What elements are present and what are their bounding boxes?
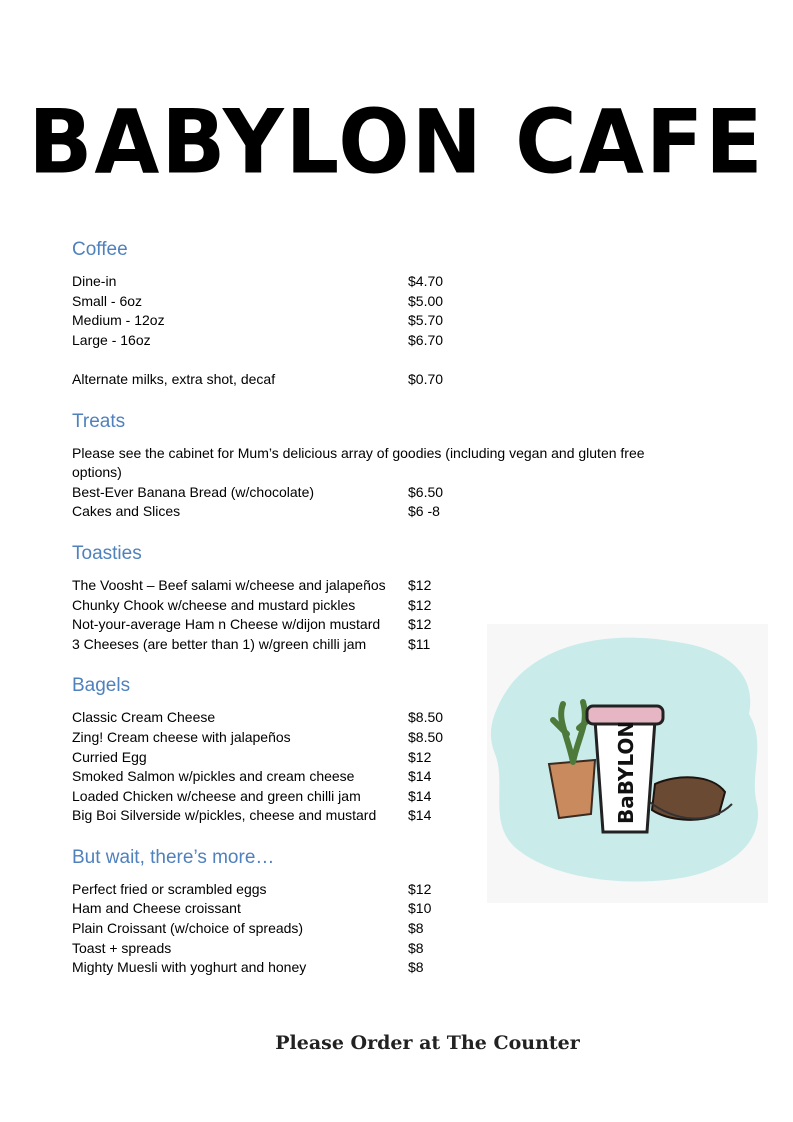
item-name: Ham and Cheese croissant	[72, 900, 241, 917]
section-title: Toasties	[72, 542, 142, 564]
item-price: $6 -8	[408, 503, 440, 520]
menu-item	[72, 939, 712, 959]
menu-item	[72, 331, 712, 351]
order-notice: Please Order at The Counter	[275, 1032, 580, 1054]
item-price: $14	[408, 807, 432, 824]
item-price: $12	[408, 880, 432, 897]
item-name: Zing! Cream cheese with jalapeños	[72, 728, 291, 745]
section-title: Coffee	[72, 239, 128, 260]
cup-brand-text: BaBYLON	[614, 720, 638, 824]
item-name: 3 Cheeses (are better than 1) w/green chilli jam	[72, 635, 367, 652]
menu-item	[72, 311, 712, 331]
menu-item	[72, 483, 712, 503]
item-price: $8	[408, 959, 424, 976]
cafe-illustration	[487, 624, 768, 903]
menu-item	[72, 272, 712, 292]
menu-item	[72, 596, 712, 616]
item-name: Medium - 12oz	[72, 312, 165, 329]
item-name: Best-Ever Banana Bread (w/chocolate)	[72, 483, 315, 500]
item-name: Curried Egg	[72, 748, 147, 765]
menu-item	[72, 919, 712, 939]
item-price: $14	[408, 787, 432, 804]
item-price: $8	[408, 920, 424, 937]
menu-item-extras	[72, 370, 712, 390]
item-price: $10	[408, 900, 432, 917]
section-title: Treats	[72, 410, 126, 432]
treats-note: Please see the cabinet for Mum’s delicious array of goodies (including vegan and gluten free options)	[72, 444, 645, 481]
menu-item	[72, 292, 712, 312]
menu-item	[72, 958, 712, 978]
item-price: $5.00	[408, 292, 444, 309]
coffee-cup-illustration	[487, 624, 768, 903]
item-price: $8.50	[408, 728, 444, 745]
item-name: Loaded Chicken w/cheese and green chilli jam	[72, 787, 361, 804]
item-price: $6.50	[408, 483, 444, 500]
item-price: $12	[408, 748, 432, 765]
section-title: But wait, there’s more…	[72, 846, 275, 868]
item-price: $12	[408, 576, 432, 593]
item-name: Dine-in	[72, 273, 117, 289]
item-price: $4.70	[408, 273, 444, 289]
item-name: Classic Cream Cheese	[72, 709, 216, 726]
item-price: $8.50	[408, 709, 444, 726]
section-treats	[72, 408, 712, 522]
item-price: $14	[408, 768, 432, 785]
item-name: The Voosht – Beef salami w/cheese and jalapeños	[72, 576, 386, 593]
item-name: Perfect fried or scrambled eggs	[72, 880, 267, 897]
item-price: $12	[408, 616, 432, 633]
item-name: Chunky Chook w/cheese and mustard pickles	[72, 596, 356, 613]
menu-item	[72, 576, 712, 596]
item-name: Not-your-average Ham n Cheese w/dijon mustard	[72, 616, 381, 633]
item-name: Smoked Salmon w/pickles and cream cheese	[72, 768, 355, 785]
cafe-title: BABYLON CAFE	[28, 90, 765, 194]
item-price: $12	[408, 596, 432, 613]
item-price: $6.70	[408, 331, 444, 348]
item-price: $5.70	[408, 312, 444, 329]
item-name: Big Boi Silverside w/pickles, cheese and mustard	[72, 807, 377, 824]
item-name: Alternate milks, extra shot, decaf	[72, 370, 276, 387]
item-price: $0.70	[408, 370, 444, 387]
item-price: $8	[408, 939, 424, 956]
section-title: Bagels	[72, 675, 131, 697]
item-price: $11	[408, 635, 431, 652]
item-name: Toast + spreads	[72, 939, 172, 956]
item-name: Small - 6oz	[72, 292, 143, 309]
item-name: Mighty Muesli with yoghurt and honey	[72, 959, 307, 976]
section-coffee	[72, 236, 712, 390]
item-name: Large - 16oz	[72, 331, 151, 348]
item-name: Cakes and Slices	[72, 503, 181, 520]
item-name: Plain Croissant (w/choice of spreads)	[72, 920, 304, 937]
menu-item	[72, 502, 712, 522]
